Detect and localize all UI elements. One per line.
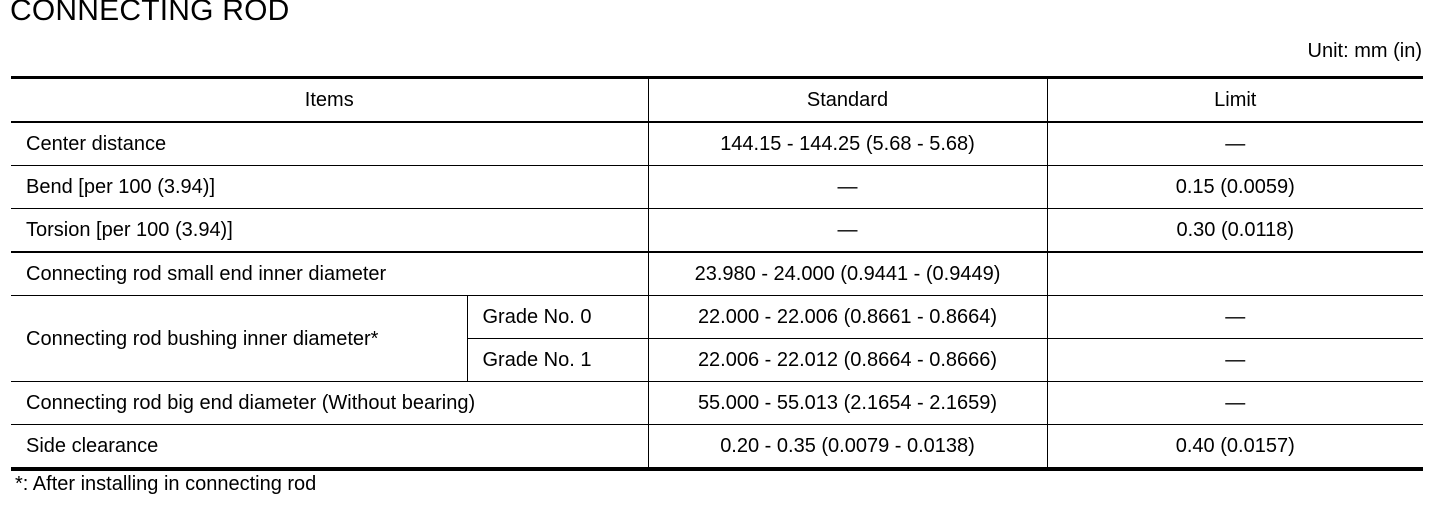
table-row — [11, 209, 1423, 253]
row-grade: Grade No. 0 — [467, 296, 648, 339]
spec-table — [11, 76, 1423, 471]
row-item: Connecting rod big end diameter (Without bearing) — [11, 382, 648, 425]
row-standard: 0.20 - 0.35 (0.0079 - 0.0138) — [648, 425, 1047, 470]
row-limit: — — [1047, 339, 1423, 382]
row-limit: 0.30 (0.0118) — [1047, 209, 1423, 253]
row-limit — [1047, 252, 1423, 296]
page-title: CONNECTING ROD — [10, 0, 290, 27]
footnote: *: After installing in connecting rod — [15, 473, 317, 495]
row-item: Torsion [per 100 (3.94)] — [11, 209, 648, 253]
header-limit: Limit — [1047, 78, 1423, 123]
row-limit: — — [1047, 296, 1423, 339]
row-standard: 22.006 - 22.012 (0.8664 - 0.8666) — [648, 339, 1047, 382]
row-grade: Grade No. 1 — [467, 339, 648, 382]
table-row — [11, 382, 1423, 425]
row-limit: — — [1047, 382, 1423, 425]
row-limit: — — [1047, 122, 1423, 166]
row-standard: — — [648, 166, 1047, 209]
header-standard: Standard — [648, 78, 1047, 123]
table-header-row — [11, 78, 1423, 123]
row-standard: — — [648, 209, 1047, 253]
table-row — [11, 296, 1423, 339]
row-standard: 144.15 - 144.25 (5.68 - 5.68) — [648, 122, 1047, 166]
row-standard: 55.000 - 55.013 (2.1654 - 2.1659) — [648, 382, 1047, 425]
row-standard: 22.000 - 22.006 (0.8661 - 0.8664) — [648, 296, 1047, 339]
table-row — [11, 122, 1423, 166]
table-row — [11, 425, 1423, 470]
row-item: Center distance — [11, 122, 648, 166]
row-item: Connecting rod bushing inner diameter* — [11, 296, 467, 382]
table-row — [11, 166, 1423, 209]
row-limit: 0.15 (0.0059) — [1047, 166, 1423, 209]
row-item: Connecting rod small end inner diameter — [11, 252, 648, 296]
row-standard: 23.980 - 24.000 (0.9441 - (0.9449) — [648, 252, 1047, 296]
row-item: Side clearance — [11, 425, 648, 470]
unit-note: Unit: mm (in) — [1307, 40, 1422, 62]
row-item: Bend [per 100 (3.94)] — [11, 166, 648, 209]
table-row — [11, 252, 1423, 296]
header-items: Items — [304, 89, 354, 111]
row-limit: 0.40 (0.0157) — [1047, 425, 1423, 470]
